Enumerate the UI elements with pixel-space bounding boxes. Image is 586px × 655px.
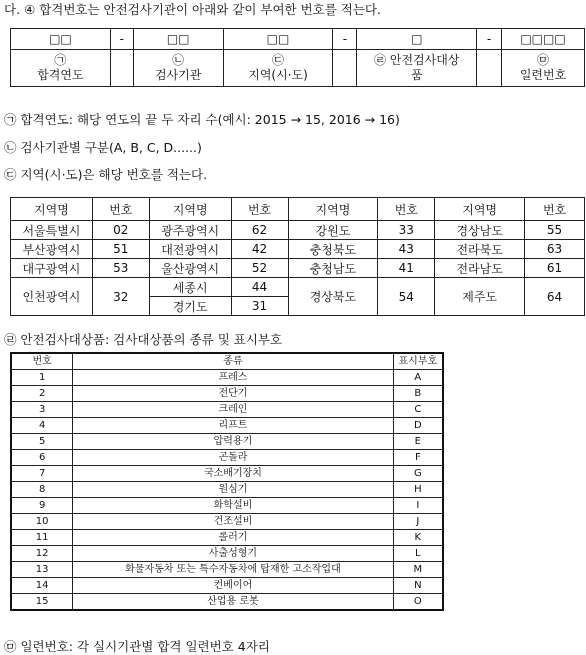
product-mark-cell: N: [393, 578, 443, 594]
format-region-box: □□: [223, 29, 333, 50]
region-cell: 충청북도: [288, 240, 378, 259]
note-serial: ㉤ 일련번호: 각 실시기관별 합격 일련번호 4자리: [4, 639, 270, 654]
intro-text: 다. ④ 합격번호는 안전검사기관이 아래와 같이 부여한 번호를 적는다.: [4, 2, 381, 17]
format-product-box: □: [357, 29, 477, 50]
region-cell: 충청남도: [288, 259, 378, 278]
code-cell: 63: [525, 240, 585, 259]
table-row: [11, 402, 443, 418]
product-type-cell: 화물자동차 또는 특수자동차에 탑재한 고소작업대: [73, 562, 393, 578]
region-cell: 대구광역시: [11, 259, 93, 278]
product-type-cell: 건조설비: [73, 514, 393, 530]
table-row: [11, 530, 443, 546]
note-agency: ㉡ 검사기관별 구분(A, B, C, D......): [4, 140, 202, 155]
format-region-label: ㉢ 지역(시·도): [223, 50, 333, 87]
format-year-label: ㉠ 합격연도: [11, 50, 111, 87]
table-row: [11, 546, 443, 562]
product-no-cell: 10: [11, 514, 73, 530]
format-blank: [477, 50, 502, 87]
product-mark-cell: D: [393, 418, 443, 434]
product-mark-header: 표시부호: [393, 353, 443, 370]
region-cell: 경상남도: [435, 221, 525, 240]
product-no-cell: 13: [11, 562, 73, 578]
product-mark-cell: B: [393, 386, 443, 402]
format-dash: -: [110, 29, 133, 50]
product-mark-cell: L: [393, 546, 443, 562]
product-type-cell: 롤러기: [73, 530, 393, 546]
product-no-cell: 2: [11, 386, 73, 402]
product-type-cell: 화학설비: [73, 498, 393, 514]
product-type-cell: 산업용 로봇: [73, 594, 393, 611]
product-mark-cell: F: [393, 450, 443, 466]
region-cell: 경상북도: [288, 278, 378, 316]
product-no-cell: 9: [11, 498, 73, 514]
product-no-cell: 6: [11, 450, 73, 466]
table-row: [11, 578, 443, 594]
format-year-box: □□: [11, 29, 111, 50]
region-header: 지역명: [149, 198, 231, 221]
format-serial-label: ㉤ 일련번호: [502, 50, 585, 87]
product-no-cell: 11: [11, 530, 73, 546]
code-cell: 55: [525, 221, 585, 240]
region-cell: 강원도: [288, 221, 378, 240]
region-cell: 경기도: [149, 297, 231, 316]
code-cell: 53: [92, 259, 149, 278]
code-cell: 51: [92, 240, 149, 259]
table-row: [11, 514, 443, 530]
table-row: [11, 434, 443, 450]
product-mark-cell: M: [393, 562, 443, 578]
region-cell: 광주광역시: [149, 221, 231, 240]
code-cell: 32: [92, 278, 149, 316]
table-row: [11, 418, 443, 434]
table-row: [11, 498, 443, 514]
code-header: 번호: [92, 198, 149, 221]
table-row: [11, 386, 443, 402]
product-no-cell: 8: [11, 482, 73, 498]
product-no-cell: 12: [11, 546, 73, 562]
format-dash: -: [333, 29, 357, 50]
product-type-cell: 컨베이어: [73, 578, 393, 594]
code-header: 번호: [525, 198, 585, 221]
region-cell: 세종시: [149, 278, 231, 297]
product-no-cell: 3: [11, 402, 73, 418]
product-code-table: [10, 352, 444, 611]
region-cell: 인천광역시: [11, 278, 93, 316]
product-no-cell: 1: [11, 370, 73, 386]
product-type-cell: 프레스: [73, 370, 393, 386]
product-type-header: 종류: [73, 353, 393, 370]
code-cell: 02: [92, 221, 149, 240]
code-cell: 61: [525, 259, 585, 278]
product-mark-cell: E: [393, 434, 443, 450]
note-year: ㉠ 합격연도: 해당 연도의 끝 두 자리 수(예시: 2015 → 15, 2016 → 16): [4, 112, 400, 127]
region-cell: 울산광역시: [149, 259, 231, 278]
product-no-cell: 15: [11, 594, 73, 611]
product-mark-cell: J: [393, 514, 443, 530]
format-product-label: ㉣ 안전검사대상 품: [357, 50, 477, 87]
table-row: [11, 482, 443, 498]
table-row: [11, 562, 443, 578]
code-cell: 64: [525, 278, 585, 316]
code-cell: 43: [378, 240, 435, 259]
region-cell: 전라남도: [435, 259, 525, 278]
product-type-cell: 리프트: [73, 418, 393, 434]
product-no-cell: 14: [11, 578, 73, 594]
region-code-table: [10, 197, 585, 316]
product-no-header: 번호: [11, 353, 73, 370]
region-cell: 대전광역시: [149, 240, 231, 259]
table-row: [11, 594, 443, 611]
table-header-row: [11, 353, 443, 370]
product-type-cell: 크레인: [73, 402, 393, 418]
product-type-cell: 원심기: [73, 482, 393, 498]
product-type-cell: 사출성형기: [73, 546, 393, 562]
code-header: 번호: [231, 198, 288, 221]
product-no-cell: 5: [11, 434, 73, 450]
product-mark-cell: H: [393, 482, 443, 498]
product-mark-cell: C: [393, 402, 443, 418]
code-cell: 62: [231, 221, 288, 240]
product-type-cell: 국소배기장치: [73, 466, 393, 482]
table-row: [11, 466, 443, 482]
note-region: ㉢ 지역(시·도)은 해당 번호를 적는다.: [4, 167, 208, 182]
code-cell: 54: [378, 278, 435, 316]
region-header: 지역명: [435, 198, 525, 221]
table-row: [11, 370, 443, 386]
product-mark-cell: K: [393, 530, 443, 546]
code-cell: 52: [231, 259, 288, 278]
product-type-cell: 곤돌라: [73, 450, 393, 466]
product-mark-cell: I: [393, 498, 443, 514]
format-blank: [333, 50, 357, 87]
pass-number-format-table: [10, 28, 585, 87]
code-cell: 33: [378, 221, 435, 240]
product-type-cell: 전단기: [73, 386, 393, 402]
product-no-cell: 4: [11, 418, 73, 434]
region-cell: 제주도: [435, 278, 525, 316]
product-mark-cell: G: [393, 466, 443, 482]
note-product: ㉣ 안전검사대상품: 검사대상품의 종류 및 표시부호: [4, 332, 283, 347]
code-cell: 44: [231, 278, 288, 297]
region-header: 지역명: [288, 198, 378, 221]
product-mark-cell: O: [393, 594, 443, 611]
code-cell: 41: [378, 259, 435, 278]
code-cell: 42: [231, 240, 288, 259]
product-no-cell: 7: [11, 466, 73, 482]
format-dash: -: [477, 29, 502, 50]
code-cell: 31: [231, 297, 288, 316]
format-blank: [110, 50, 133, 87]
region-header: 지역명: [11, 198, 93, 221]
format-serial-box: □□□□: [502, 29, 585, 50]
code-header: 번호: [378, 198, 435, 221]
table-row: [11, 450, 443, 466]
region-cell: 부산광역시: [11, 240, 93, 259]
format-agency-label: ㉡ 검사기관: [133, 50, 223, 87]
region-cell: 서울특별시: [11, 221, 93, 240]
region-cell: 전라북도: [435, 240, 525, 259]
product-mark-cell: A: [393, 370, 443, 386]
product-type-cell: 압력용기: [73, 434, 393, 450]
format-agency-box: □□: [133, 29, 223, 50]
